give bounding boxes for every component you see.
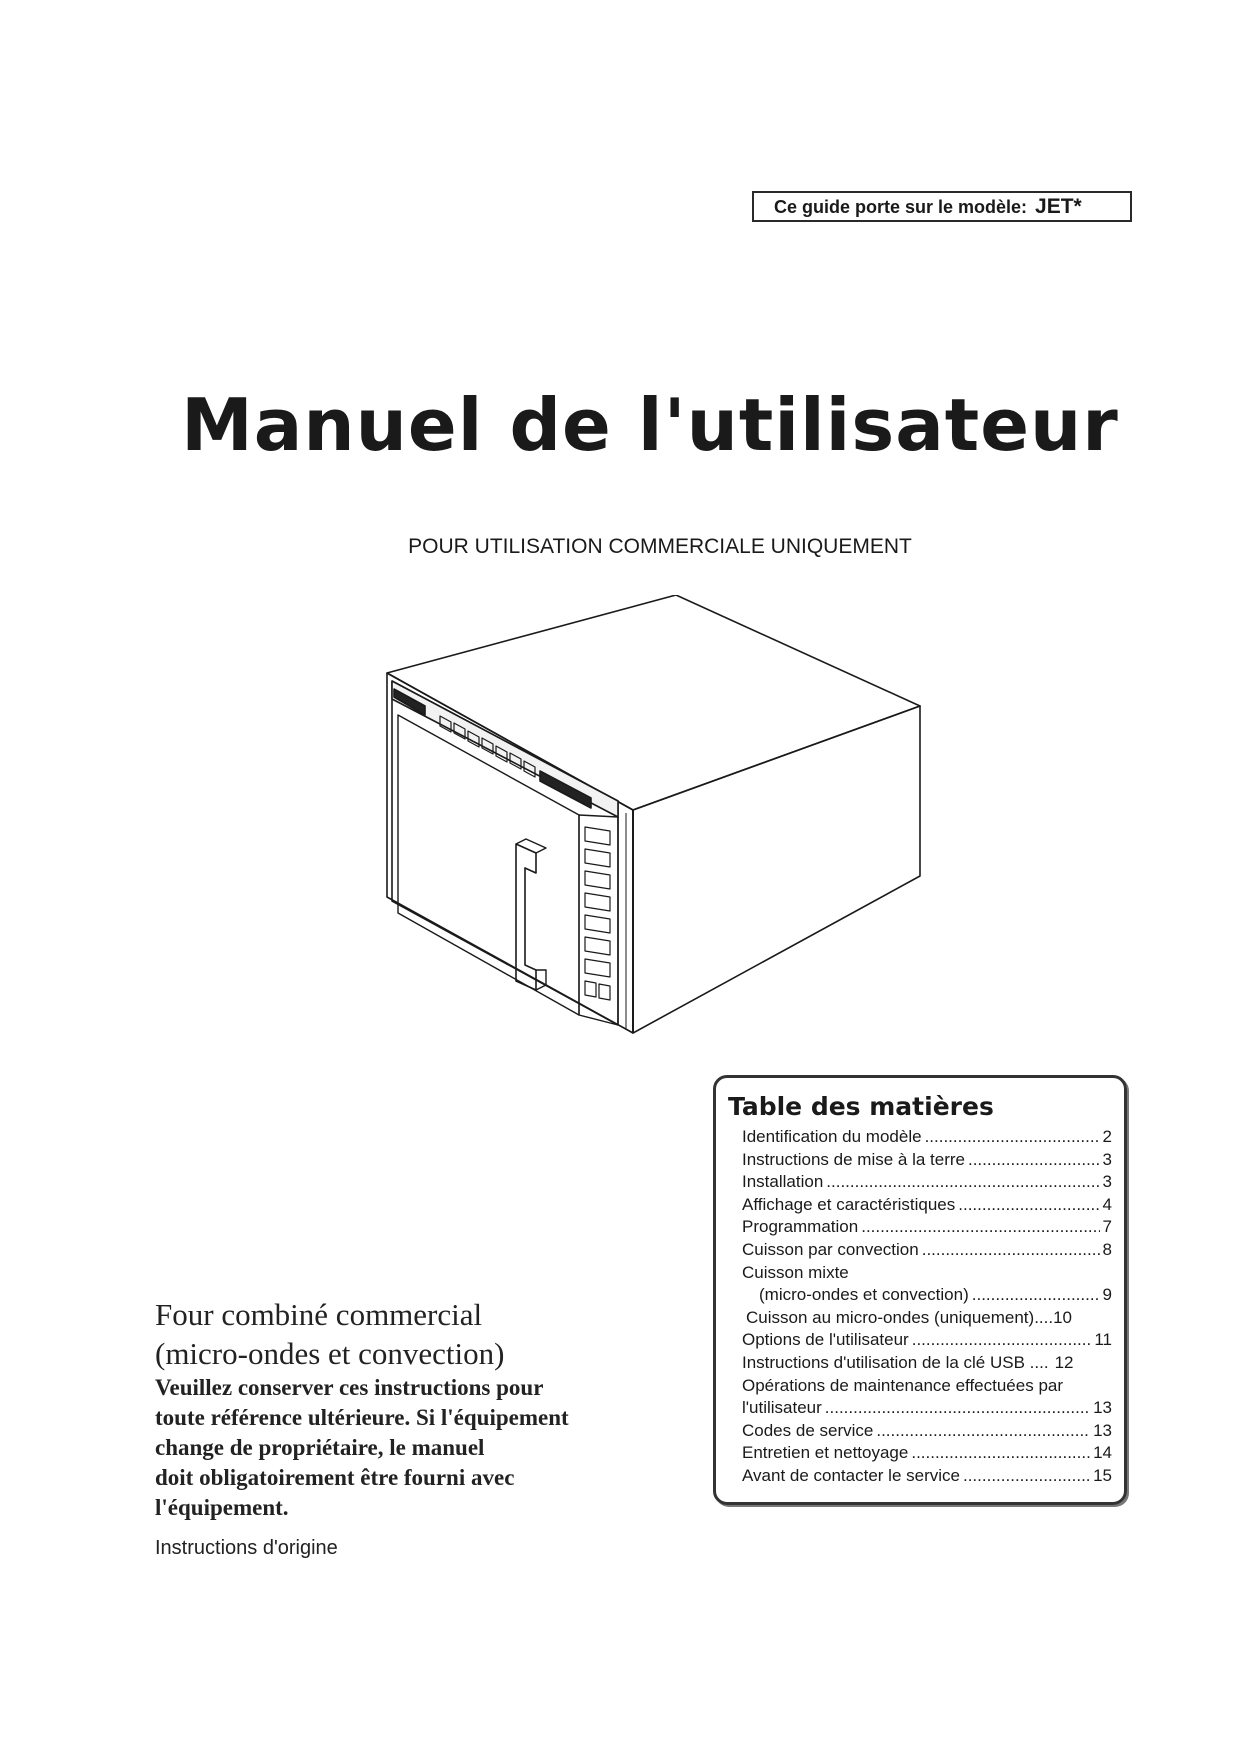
toc-item[interactable]: Affichage et caractéristiques ..... 4 <box>742 1194 1112 1217</box>
keep-instructions-line3: change de propriétaire, le manuel <box>155 1435 485 1460</box>
toc-item[interactable]: Installation ..... 3 <box>742 1171 1112 1194</box>
keep-instructions-line4: doit obligatoirement être fourni avec <box>155 1465 515 1490</box>
toc-item[interactable]: Identification du modèle ..... 2 <box>742 1126 1112 1149</box>
keep-instructions-line1: Veuillez conserver ces instructions pour <box>155 1375 544 1400</box>
toc-item[interactable]: Cuisson mixte <box>742 1262 849 1282</box>
toc-item[interactable]: Entretien et nettoyage ..... 14 <box>742 1442 1112 1465</box>
toc-list <box>742 1126 1112 1488</box>
model-label: Ce guide porte sur le modèle: <box>774 197 1028 217</box>
original-instructions-note: Instructions d'origine <box>155 1537 338 1559</box>
product-description <box>155 1295 715 1560</box>
model-applicability-box <box>752 191 1132 222</box>
toc-item[interactable]: l'utilisateur ..... 13 <box>742 1397 1112 1420</box>
keep-instructions-line5: l'équipement. <box>155 1495 289 1520</box>
toc-item[interactable]: Programmation ..... 7 <box>742 1216 1112 1239</box>
toc-item[interactable]: Instructions de mise à la terre ..... 3 <box>742 1149 1112 1172</box>
table-of-contents <box>713 1075 1127 1505</box>
commercial-use-subtitle: POUR UTILISATION COMMERCIALE UNIQUEMENT <box>408 535 912 558</box>
toc-item[interactable]: Avant de contacter le service ..... 15 <box>742 1465 1112 1488</box>
product-name-line2: (micro-ondes et convection) <box>155 1336 505 1371</box>
toc-item[interactable]: Codes de service ..... 13 <box>742 1420 1112 1443</box>
toc-item[interactable]: (micro-ondes et convection) ..... 9 <box>742 1284 1112 1307</box>
toc-item[interactable]: Cuisson par convection ..... 8 <box>742 1239 1112 1262</box>
toc-title: Table des matières <box>728 1092 994 1121</box>
product-name-line1: Four combiné commercial <box>155 1297 483 1332</box>
toc-item[interactable]: Options de l'utilisateur ..... 11 <box>742 1329 1112 1352</box>
keep-instructions-line2: toute référence ultérieure. Si l'équipement <box>155 1405 569 1430</box>
toc-item[interactable]: Opérations de maintenance effectuées par <box>742 1375 1064 1395</box>
combination-oven-illustration <box>380 595 940 1055</box>
toc-item[interactable]: Instructions d'utilisation de la clé USB .... 12 <box>742 1352 1074 1372</box>
manual-title: Manuel de l'utilisateur <box>181 383 1119 467</box>
toc-item[interactable]: Cuisson au micro-ondes (uniquement).... 10 <box>746 1307 1073 1327</box>
model-value: JET* <box>1035 195 1082 218</box>
